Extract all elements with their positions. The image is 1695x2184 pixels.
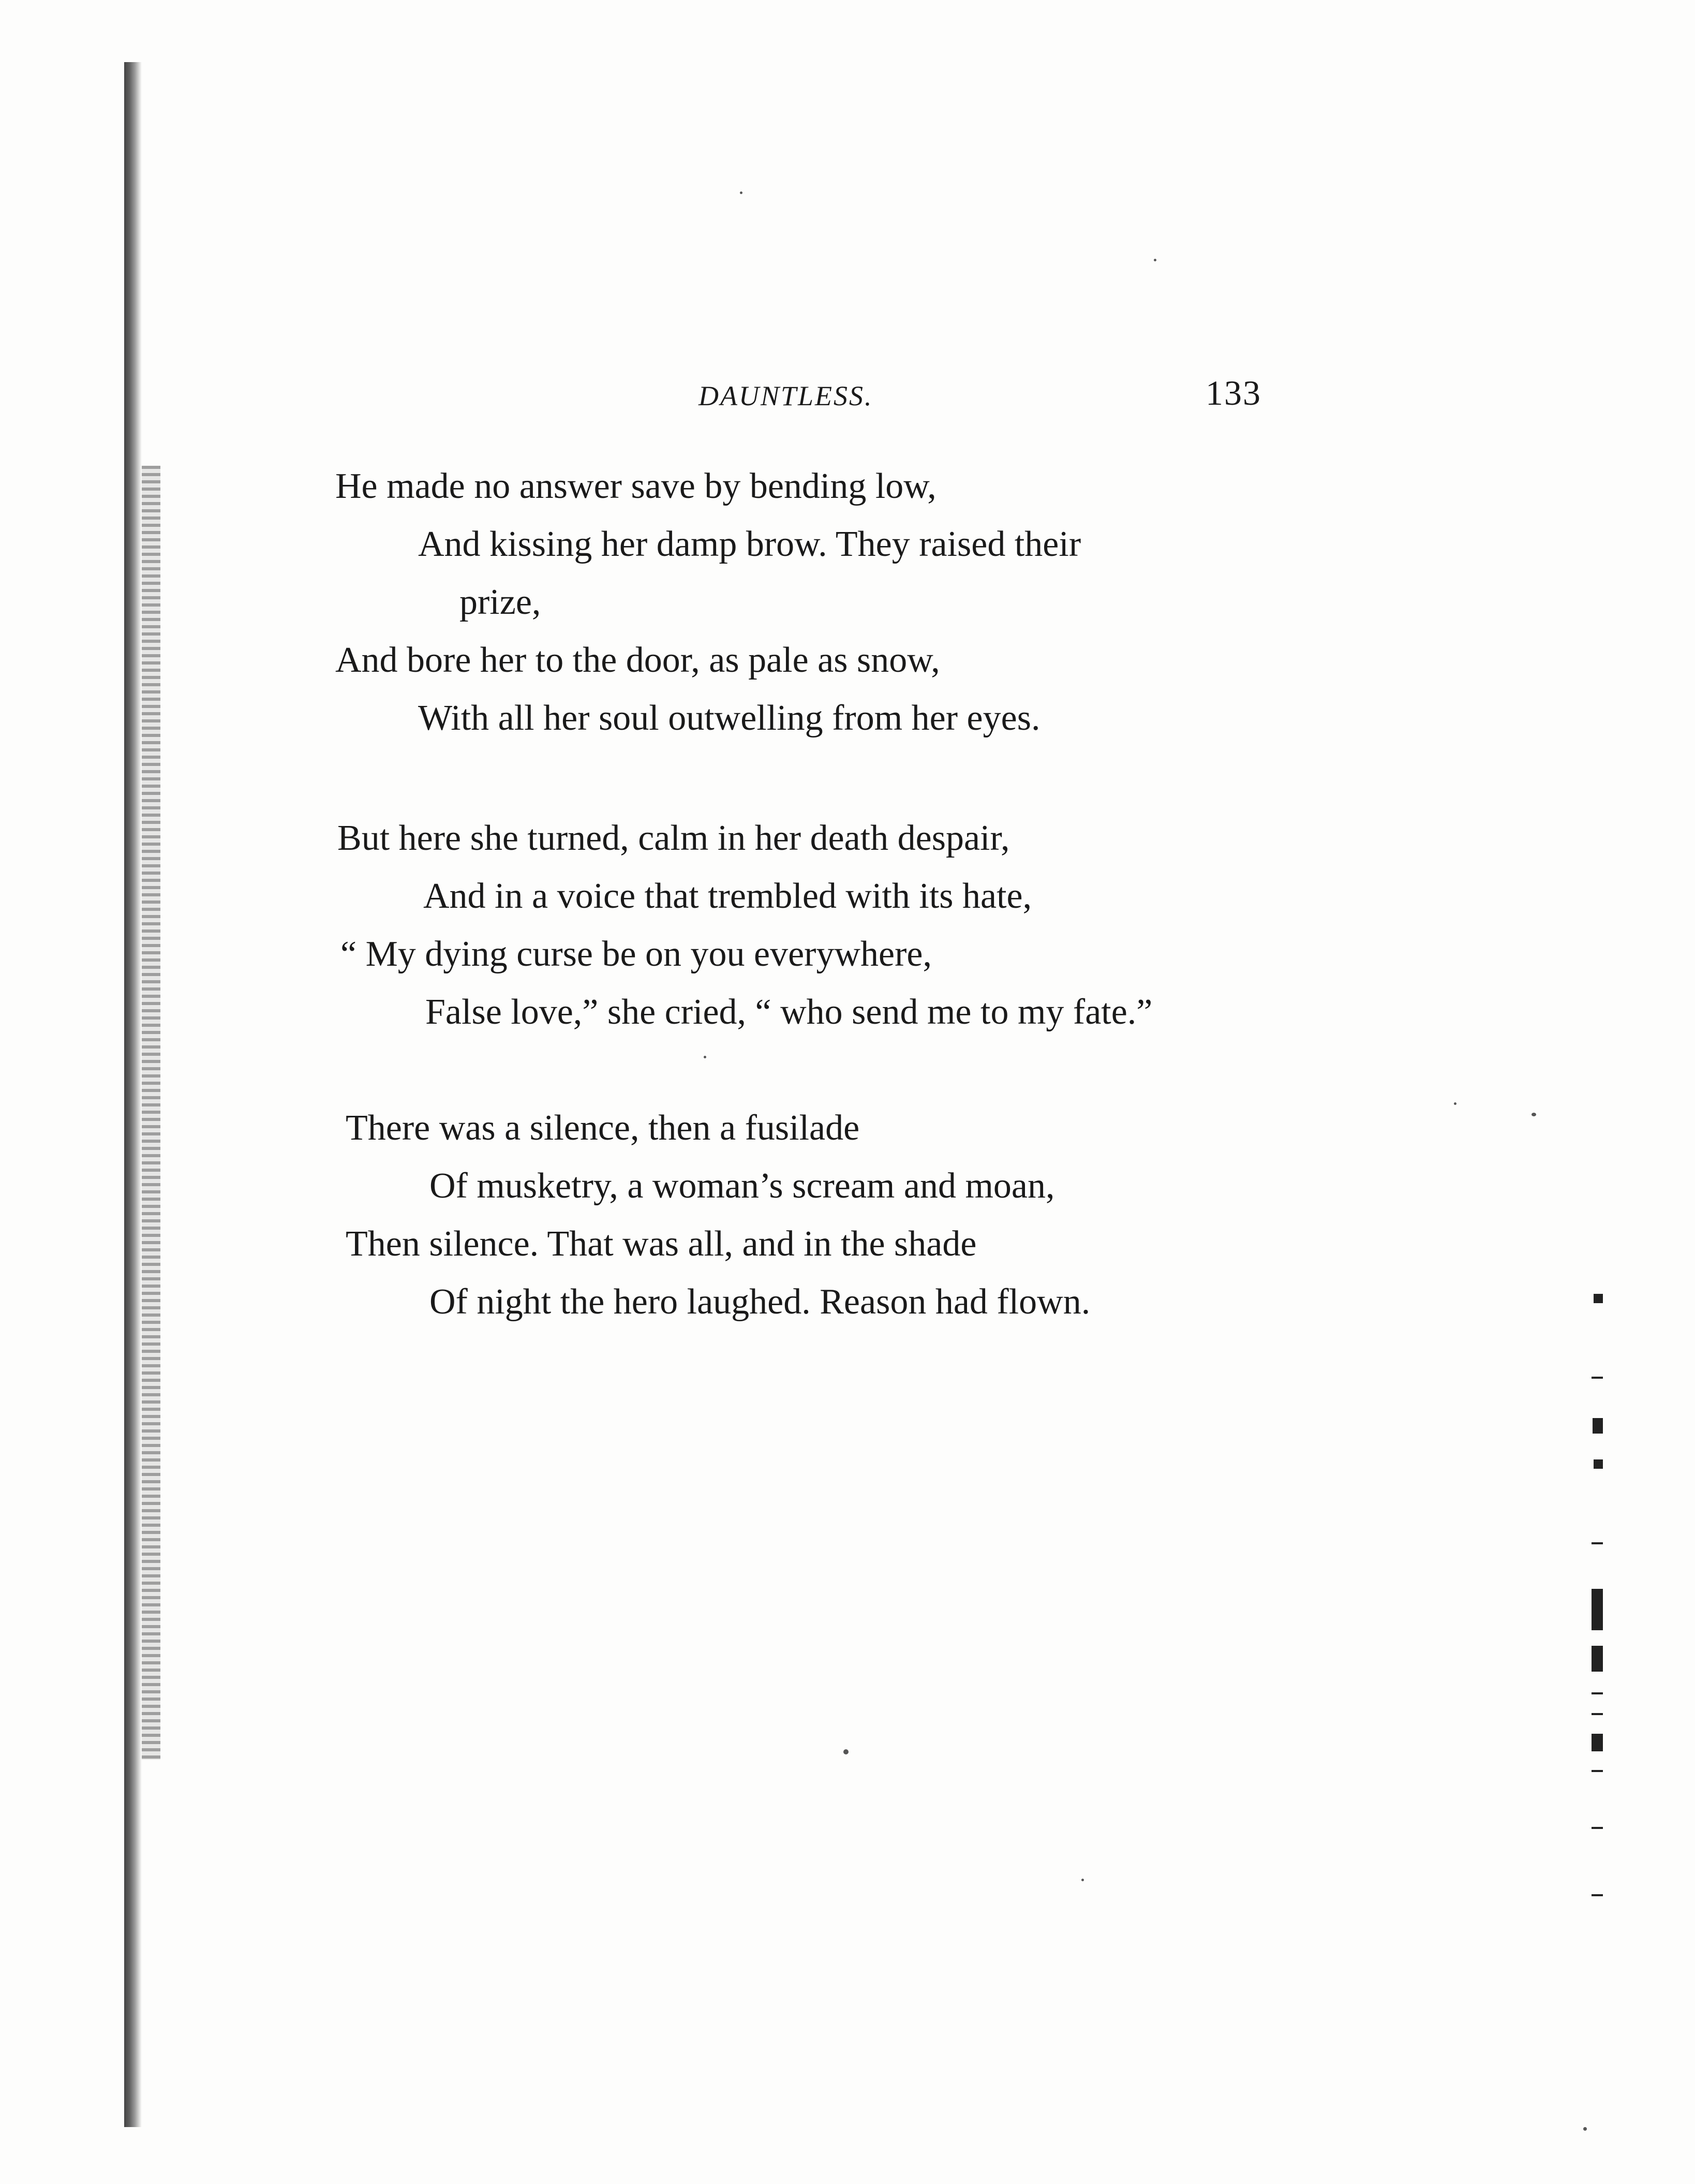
speck — [843, 1749, 849, 1754]
poem-line: “ My dying curse be on you everywhere, — [340, 934, 932, 974]
running-title: DAUNTLESS. — [698, 380, 873, 411]
binding-texture — [142, 466, 160, 1760]
poem-line: But here she turned, calm in her death despair, — [337, 818, 1010, 858]
edge-mark — [1592, 1692, 1603, 1694]
speck — [1454, 1102, 1456, 1105]
binding-shadow — [124, 62, 142, 2127]
edge-mark — [1592, 1770, 1603, 1772]
poem-line: Then silence. That was all, and in the shade — [346, 1224, 977, 1264]
speck — [704, 1056, 706, 1058]
edge-mark — [1594, 1294, 1603, 1303]
edge-mark — [1592, 1713, 1603, 1715]
poem-line: prize, — [459, 582, 541, 622]
edge-mark — [1592, 1734, 1603, 1751]
poem-line: And in a voice that trembled with its hate, — [423, 876, 1032, 916]
edge-mark — [1593, 1418, 1603, 1434]
edge-mark — [1594, 1459, 1603, 1469]
edge-mark — [1592, 1377, 1603, 1379]
poem-line: And kissing her damp brow. They raised their — [418, 524, 1081, 564]
edge-mark — [1592, 1646, 1603, 1672]
poem-line: False love,” she cried, “ who send me to my fate.” — [425, 992, 1153, 1032]
edge-mark — [1592, 1542, 1603, 1544]
speck — [1154, 259, 1156, 261]
poem-line: Of night the hero laughed. Reason had flown. — [429, 1282, 1091, 1322]
page-header — [0, 373, 1695, 424]
poem-line: And bore her to the door, as pale as snow, — [335, 640, 940, 680]
poem-line: With all her soul outwelling from her eyes. — [418, 698, 1040, 738]
poem-line: Of musketry, a woman’s scream and moan, — [429, 1166, 1055, 1206]
poem-line: There was a silence, then a fusilade — [346, 1108, 860, 1148]
edge-mark — [1592, 1827, 1603, 1829]
page-number: 133 — [1206, 373, 1261, 412]
speck — [740, 191, 742, 194]
edge-mark — [1592, 1894, 1603, 1896]
edge-mark — [1592, 1589, 1603, 1630]
speck — [1583, 2127, 1587, 2131]
speck — [1081, 1879, 1084, 1881]
poem-line: He made no answer save by bending low, — [335, 466, 936, 506]
speck — [1532, 1113, 1536, 1116]
